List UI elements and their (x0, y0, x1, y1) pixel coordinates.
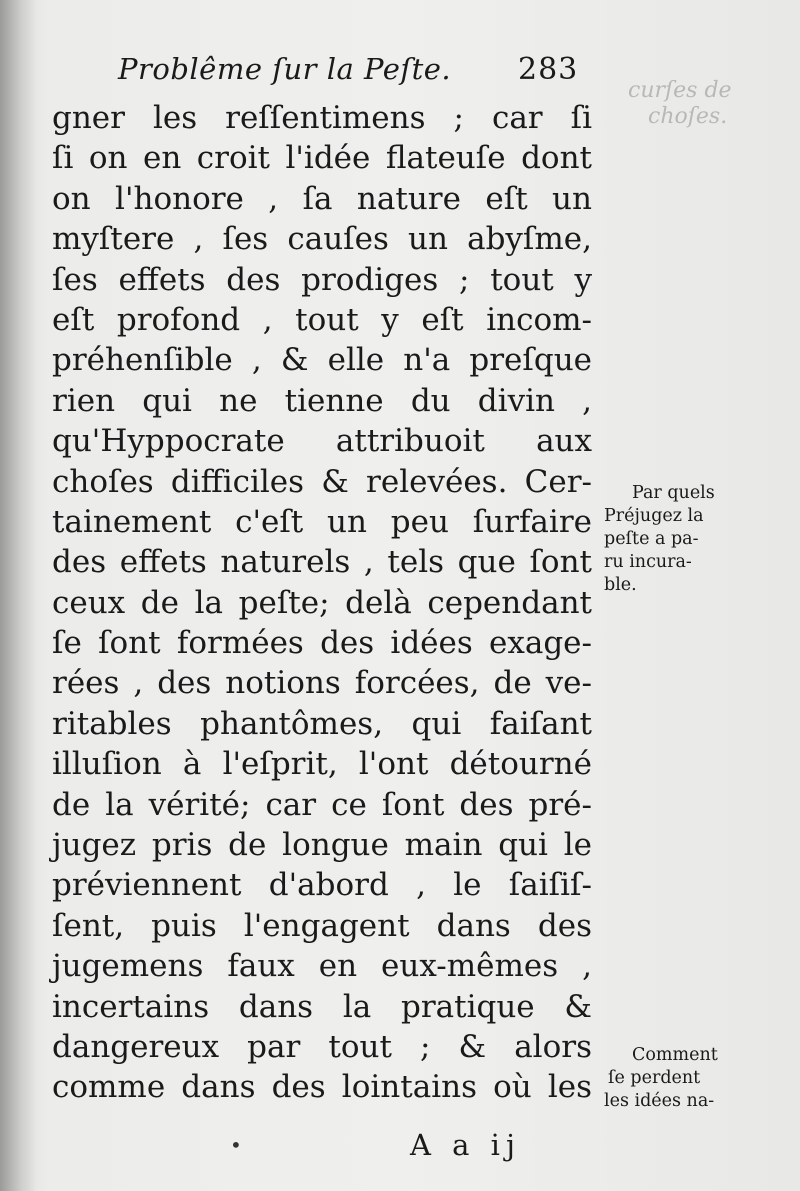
text-line: préhenſible , & elle n'a preſque (52, 342, 592, 379)
margin-note (604, 482, 764, 597)
text-line: jugemens faux en eux-mêmes , (52, 948, 592, 985)
margin-note-line: Comment (632, 1045, 718, 1065)
margin-note-line: ru incura- (604, 552, 692, 572)
text-line: des effets naturels , tels que ſont (52, 544, 592, 581)
page-number: 283 (518, 52, 579, 87)
margin-note-line: Par quels (632, 483, 715, 503)
text-line: comme dans des lointains où les (52, 1069, 592, 1106)
text-line: préviennent d'abord , le ſaiſiſ- (52, 867, 592, 904)
text-line: de la vérité; car ce ſont des pré- (52, 786, 592, 823)
text-line: eſt profond , tout y eſt incom- (52, 301, 592, 338)
text-line: gner les reſſentimens ; car ſi (52, 100, 592, 136)
text-line: ritables phantômes, qui faiſant (52, 705, 592, 742)
printer-mark: • (230, 1133, 242, 1157)
text-line: rées , des notions forcées, de ve- (52, 665, 592, 702)
running-header (118, 52, 598, 92)
margin-note (604, 1044, 764, 1113)
running-title: Problême ſur la Peſte. (118, 52, 452, 86)
text-line: dangereux par tout ; & alors (52, 1028, 592, 1065)
binding-gutter-shadow (0, 0, 36, 1191)
margin-note-line: les idées na- (604, 1091, 715, 1111)
text-line: tainement c'eſt un peu ſurfaire (52, 503, 592, 540)
text-line: myſtere , ſes cauſes un abyſme, (52, 221, 592, 258)
margin-note-line: Préjugez la (604, 506, 704, 526)
text-line: qu'Hyppocrate attribuoit aux (52, 423, 592, 460)
text-line: ſe ſont formées des idées exage- (52, 625, 592, 662)
text-line: incertains dans la pratique & (52, 988, 592, 1025)
signature-mark: A a ij (410, 1128, 521, 1162)
text-line: ſi on en croit l'idée flateuſe dont (52, 140, 592, 177)
text-line: ceux de la peſte; delà cependant (52, 584, 592, 621)
text-line: on l'honore , ſa nature eſt un (52, 180, 592, 217)
text-line: choſes difficiles & relevées. Cer- (52, 463, 592, 500)
text-line: ſent, puis l'engagent dans des (52, 907, 592, 944)
text-line: rien qui ne tienne du divin , (52, 382, 592, 419)
text-line: illuſion à l'eſprit, l'ont détourné (52, 746, 592, 783)
text-line: jugez pris de longue main qui le (52, 827, 592, 864)
text-line: ſes effets des prodiges ; tout y (52, 261, 592, 298)
margin-note-line: ble. (604, 575, 637, 595)
bleed-through-text: curſes de (628, 78, 732, 103)
margin-note-line: peſte a pa- (604, 529, 699, 549)
body-text (52, 98, 592, 1108)
margin-note-line: ſe perdent (608, 1068, 701, 1088)
bleed-through-text: choſes. (648, 104, 728, 129)
